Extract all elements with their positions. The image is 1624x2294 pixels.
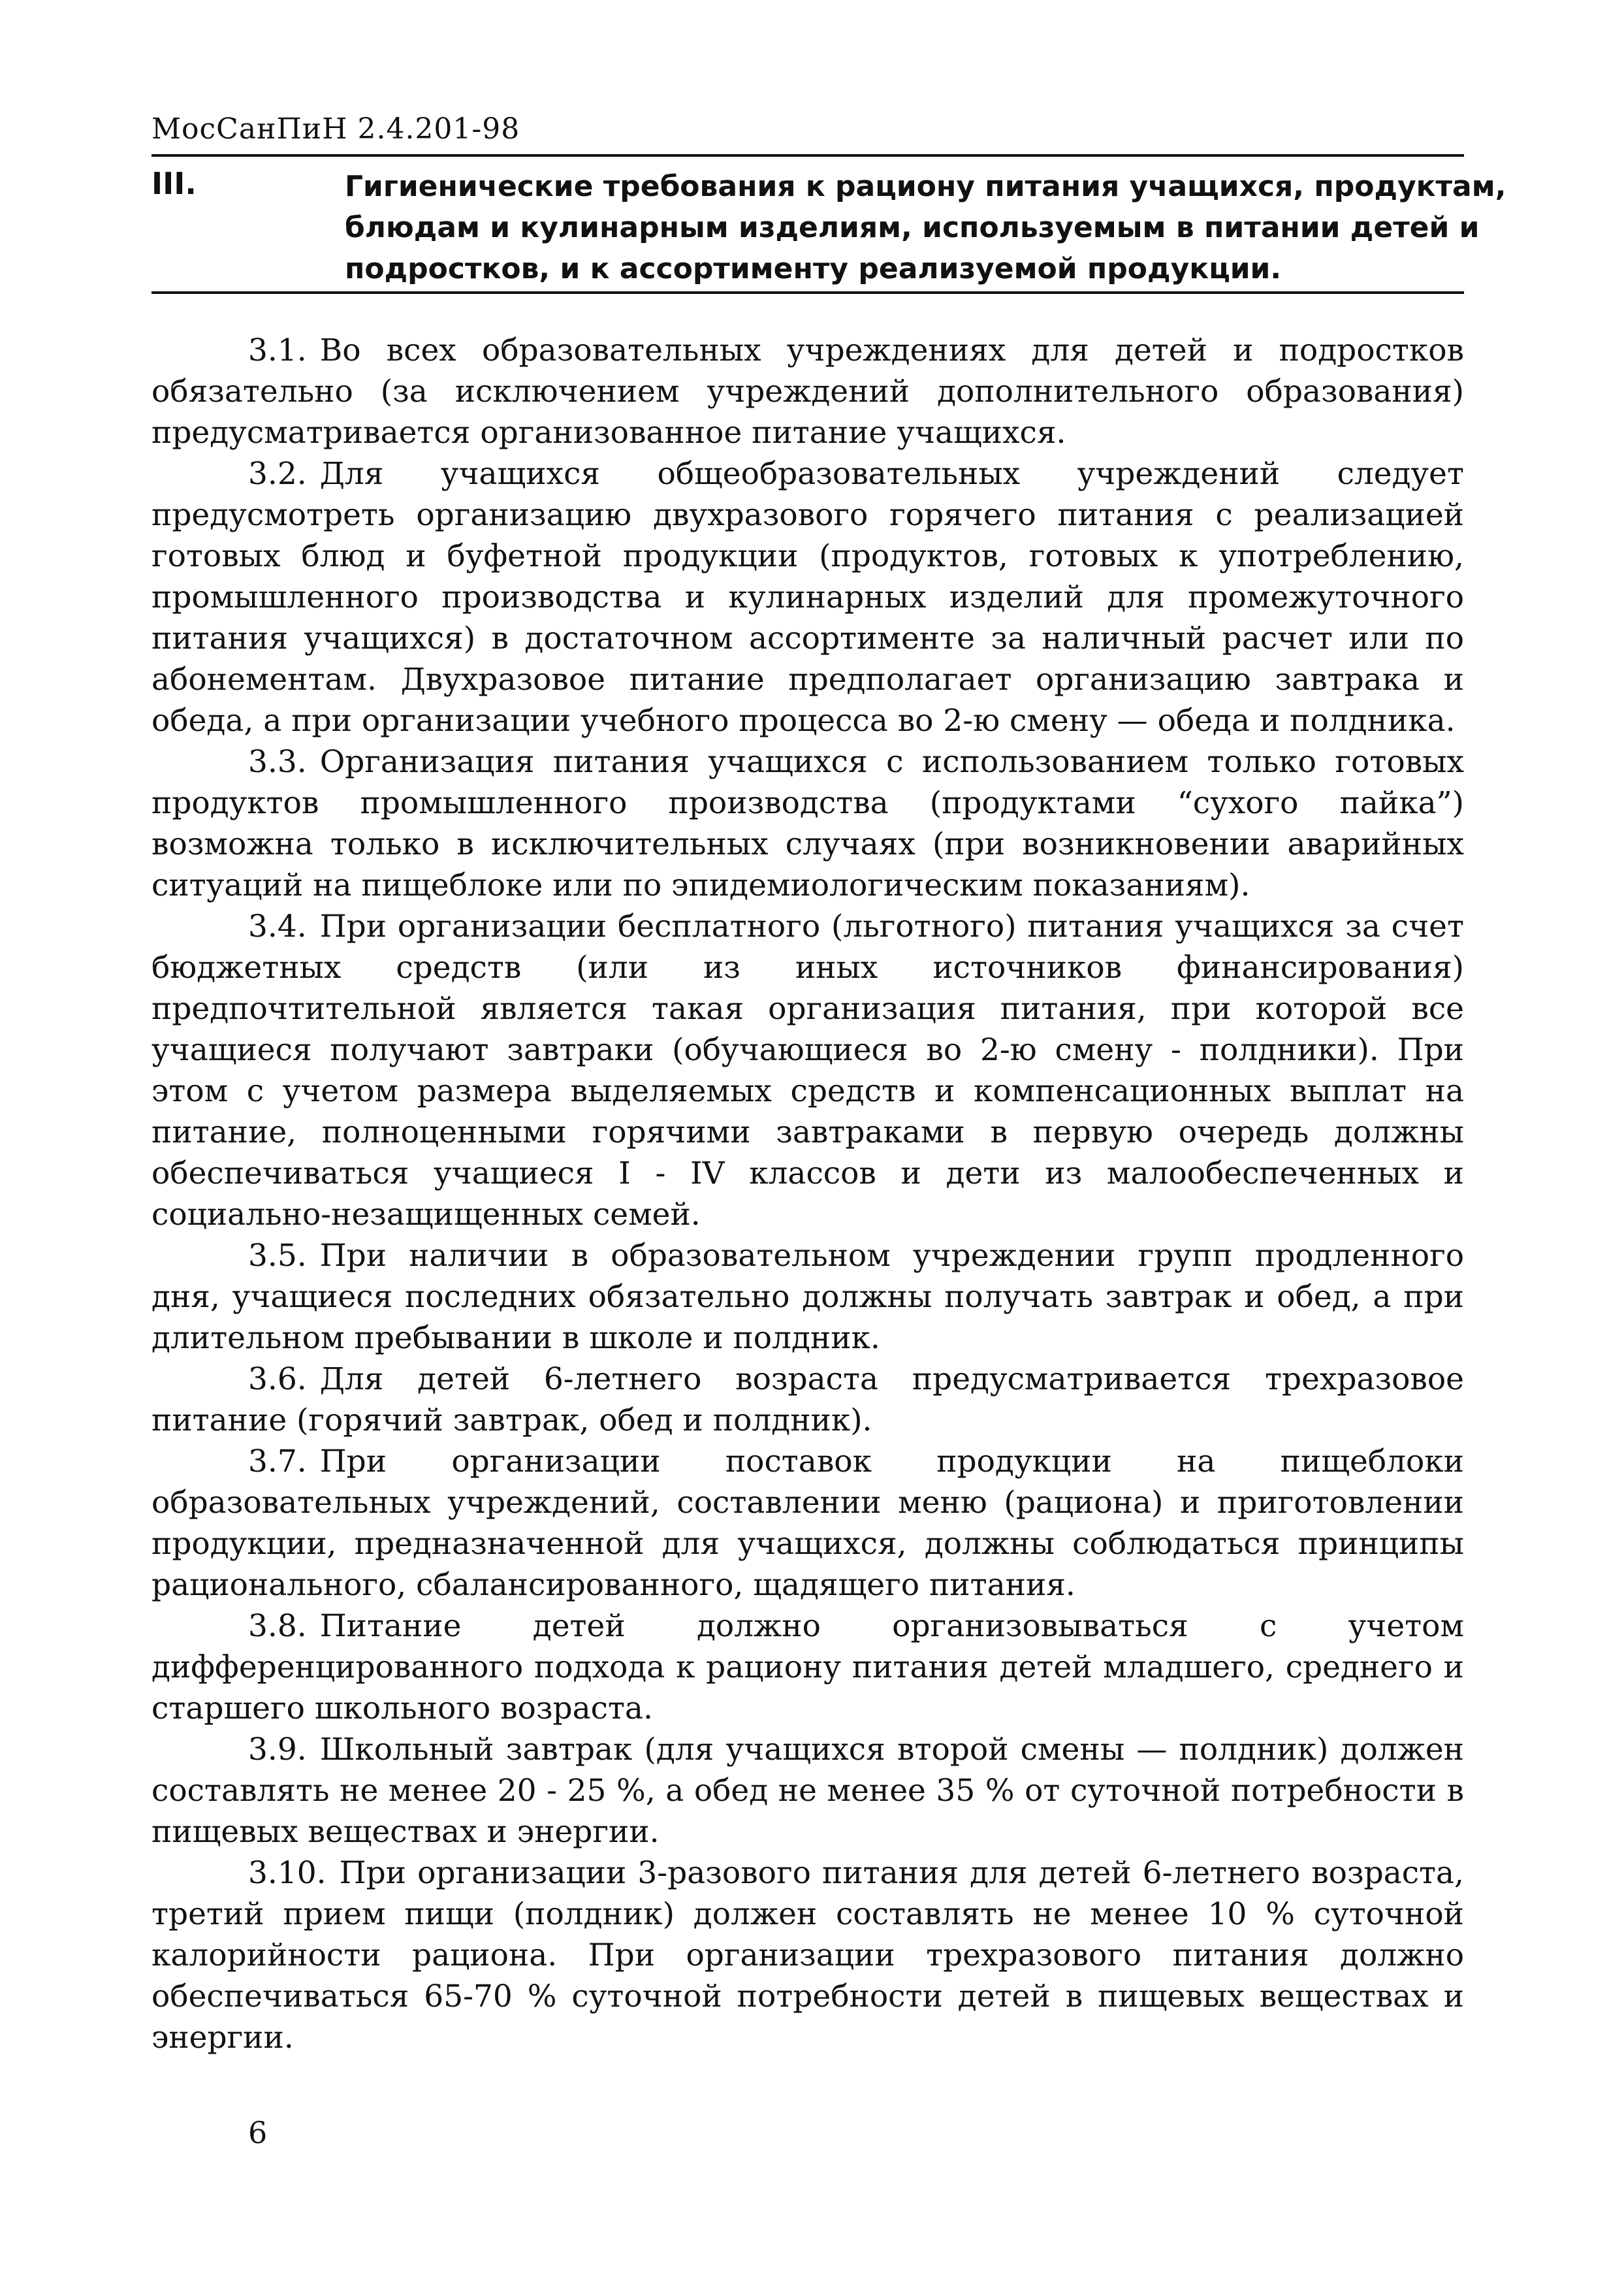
paragraph-3-3	[151, 741, 1464, 906]
section-title-line: Гигиенические требования к рациону питания учащихся, продуктам,	[345, 170, 1506, 203]
paragraph-text: При наличии в образовательном учреждении групп продленного дня, учащиеся последних обязательно должны получать завтрак и обед, а при длительном пребывании в школе и полдник.	[151, 1238, 1464, 1356]
paragraph-text: При организации 3-разового питания для детей 6-летнего возраста, третий прием пищи (полдник) должен составлять не менее 10 % суточной калорийности рациона. При организации трехразового питания должно обеспечиваться 65-70 % суточной потребности детей в пищевых веществах и энергии.	[151, 1855, 1464, 2056]
paragraph-text: Школьный завтрак (для учащихся второй смены — полдник) должен составлять не менее 20 - 25 %, а обед не менее 35 % от суточной потребности в пищевых веществах и энергии.	[151, 1732, 1464, 1850]
paragraph-text: Для учащихся общеобразовательных учреждений следует предусмотреть организацию двухразового горячего питания с реализацией готовых блюд и буфетной продукции (продуктов, готовых к употреблению, промышленного производства и кулинарных изделий для промежуточного питания учащихся) в достаточном ассортименте за наличный расчет или по абонементам. Двухразовое питание предполагает организацию завтрака и обеда, а при организации учебного процесса во 2-ю смену — обеда и полдника.	[151, 456, 1464, 739]
paragraph-3-5	[151, 1235, 1464, 1359]
header-rule-bottom	[151, 291, 1464, 294]
paragraph-3-8	[151, 1606, 1464, 1729]
header-rule-top	[151, 154, 1464, 157]
paragraph-text: Организация питания учащихся с использованием только готовых продуктов промышленного производства (продуктами “сухого пайка”) возможна только в исключительных случаях (при возникновении аварийных ситуаций на пищеблоке или по эпидемиологическим показаниям).	[151, 744, 1464, 903]
paragraph-number: 3.1.	[248, 332, 307, 368]
paragraph-number: 3.8.	[248, 1608, 307, 1644]
paragraph-number: 3.7.	[248, 1444, 307, 1479]
paragraph-3-10	[151, 1852, 1464, 2058]
section-title-line: подростков, и к ассортименту реализуемой продукции.	[345, 252, 1282, 285]
paragraph-text: При организации поставок продукции на пищеблоки образовательных учреждений, составлении меню (рациона) и приготовлении продукции, предназначенной для учащихся, должны соблюдаться принципы рационального, сбалансированного, щадящего питания.	[151, 1444, 1464, 1603]
paragraph-number: 3.3.	[248, 744, 307, 780]
paragraph-text: При организации бесплатного (льготного) питания учащихся за счет бюджетных средств (или из иных источников финансирования) предпочтительной является такая организация питания, при которой все учащиеся получают завтраки (обучающиеся во 2-ю смену - полдники). При этом с учетом размера выделяемых средств и компенсационных выплат на питание, полноценными горячими завтраками в первую очередь должны обеспечиваться учащиеся I - IV классов и дети из малообеспеченных и социально-незащищенных семей.	[151, 909, 1464, 1233]
section-number: III.	[151, 166, 197, 201]
section-title-line: блюдам и кулинарным изделиям, используемым в питании детей и	[345, 211, 1480, 244]
body-text	[151, 330, 1464, 2058]
paragraph-number: 3.6.	[248, 1361, 307, 1397]
paragraph-3-9	[151, 1729, 1464, 1852]
paragraph-number: 3.5.	[248, 1238, 307, 1274]
paragraph-text: Питание детей должно организовываться с учетом дифференцированного подхода к рациону питания детей младшего, среднего и старшего школьного возраста.	[151, 1608, 1464, 1726]
paragraph-3-6	[151, 1359, 1464, 1441]
paragraph-3-2	[151, 453, 1464, 741]
paragraph-number: 3.10.	[248, 1855, 326, 1891]
paragraph-text: Во всех образовательных учреждениях для детей и подростков обязательно (за исключением учреждений дополнительного образования) предусматривается организованное питание учащихся.	[151, 332, 1464, 451]
section-title	[345, 166, 1506, 289]
paragraph-3-7	[151, 1441, 1464, 1606]
paragraph-3-1	[151, 330, 1464, 453]
paragraph-number: 3.9.	[248, 1732, 307, 1768]
paragraph-number: 3.2.	[248, 456, 307, 492]
page-number: 6	[248, 2115, 268, 2150]
running-header: МосСанПиН 2.4.201-98	[151, 112, 520, 146]
paragraph-number: 3.4.	[248, 909, 307, 945]
paragraph-3-4	[151, 906, 1464, 1235]
paragraph-text: Для детей 6-летнего возраста предусматривается трехразовое питание (горячий завтрак, обед и полдник).	[151, 1361, 1464, 1438]
